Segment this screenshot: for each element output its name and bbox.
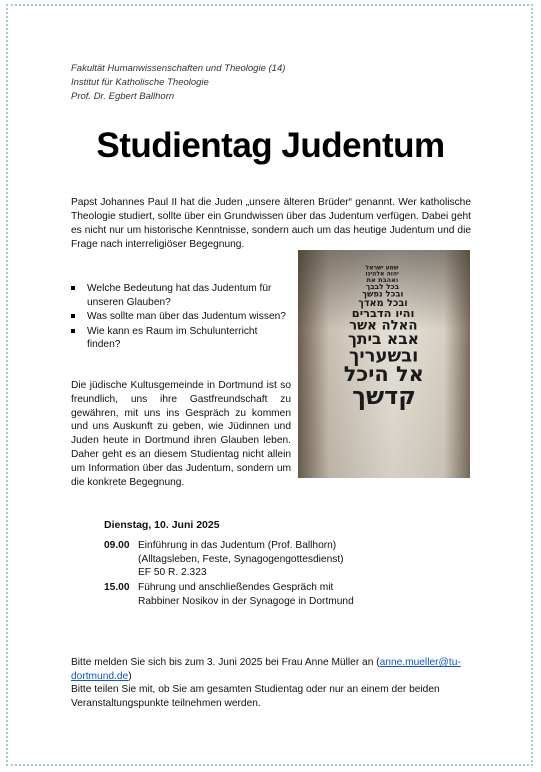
hebrew-text-line: קדשך [352,381,416,410]
schedule-time: 15.00 [104,582,130,593]
schedule-line: Führung und anschließendes Gespräch mit [138,582,334,593]
schedule-line: Einführung in das Judentum (Prof. Ballhorn) [138,540,337,551]
schedule-description [138,581,418,608]
email-link[interactable]: anne.mueller@tu- [379,657,461,668]
list-item [71,282,293,309]
question-list [71,282,293,353]
hebrew-inscription-photo [298,250,470,478]
question-text: Welche Bedeutung hat das Judentum für unseren Glauben? [87,283,272,308]
footer-notes [71,656,471,710]
registration-text [71,656,471,683]
schedule-line: (Alltagsleben, Feste, Synagogengottesdienst) [138,553,344,565]
intro-paragraph: Papst Johannes Paul II hat die Juden „unsere älteren Brüder“ genannt. Wer katholische Theologie studiert, sollte über ein Grundwissen über das Judentum verfügen. Dabei geht es nicht nur um historische Kenntnisse, sondern auch um das heutige Judentum und die Frage nach interreligiöser Begegnung. [71,197,471,250]
professor-line: Prof. Dr. Egbert Ballhorn [71,91,175,102]
hebrew-text-line: שמע ישראל [365,264,399,272]
schedule-time: 09.00 [104,540,130,551]
hebrew-text-line: אבא ביתך [347,330,419,349]
institution-header [71,62,285,104]
hebrew-text-line: ובכל נפשך [362,288,404,299]
hebrew-text-line: ובכל מאדך [358,297,408,309]
community-paragraph: Die jüdische Kultusgemeinde in Dortmund ist so freundlich, uns ihre Gastfreundschaft zu gewähren, mit uns ins Gespräch zu kommen und uns Auskunft zu geben, wie Jüdinnen und Juden heute in Dortmund ihren Glauben leben. Daher geht es an diesem Studientag nicht allein um Information über das Judentum, sondern um die konkrete Begegnung. [71,380,291,488]
bullet-icon [71,286,75,290]
hebrew-text-line: יהוה אלהינו [365,270,399,278]
event-date: Dienstag, 10. Juni 2025 [104,519,220,531]
institute-line: Institut für Katholische Theologie [71,77,209,88]
schedule-description [138,539,418,580]
hebrew-text-line: ובשעריך [348,345,419,367]
schedule-line: Rabbiner Nosikov in der Synagoge in Dortmund [138,595,354,607]
bullet-icon [71,314,75,318]
hebrew-text-line: ואהבת את [366,275,399,284]
question-text: Was sollte man über das Judentum wissen? [87,311,286,322]
email-link[interactable]: dortmund.de [71,670,129,682]
hebrew-text-line: אל היכל [343,362,424,387]
hebrew-text-line: והיו הדברים [351,305,415,320]
registration-suffix: ) [128,670,132,682]
hebrew-text-line: האלה אשר [349,318,418,334]
faculty-line: Fakultät Humanwissenschaften und Theologie (14) [71,63,286,74]
schedule-line: EF 50 R. 2.323 [138,567,207,579]
bullet-icon [71,329,75,333]
page-title: Studientag Judentum [96,126,445,165]
list-item [71,325,293,352]
registration-prefix: Bitte melden Sie sich bis zum 3. Juni 2025 bei Frau Anne Müller an ( [71,657,380,668]
hebrew-text-line: בכל לבבך [366,281,400,291]
participation-note: Bitte teilen Sie mit, ob Sie am gesamten Studientag oder nur an einem der beiden Veranstaltungspunkte teilnehmen werden. [71,684,440,709]
list-item [71,310,293,324]
question-text: Wie kann es Raum im Schulunterricht finden? [87,325,258,350]
